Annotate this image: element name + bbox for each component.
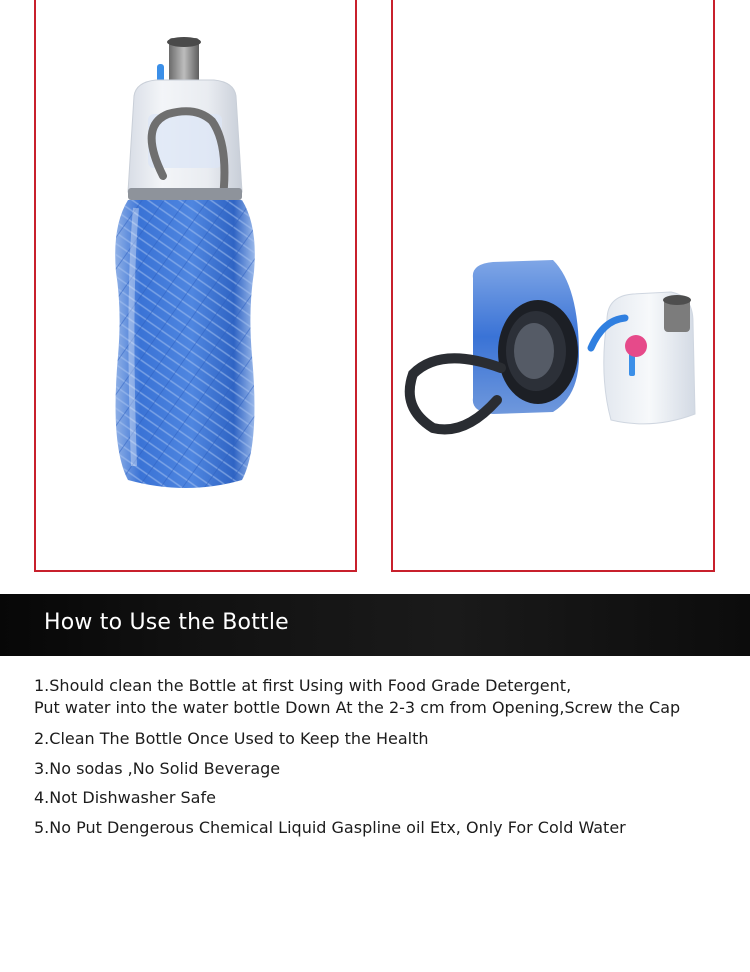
instruction-line: 5.No Put Dengerous Chemical Liquid Gaspline oil Etx, Only For Cold Water <box>34 818 626 837</box>
bottle-photo <box>36 0 355 570</box>
bottle-photo-frame-right <box>391 0 715 572</box>
instruction-line: 2.Clean The Bottle Once Used to Keep the Health <box>34 729 429 748</box>
instruction-line: 3.No sodas ,No Solid Beverage <box>34 759 281 778</box>
bottle-photo-frame-left <box>34 0 357 572</box>
section-banner <box>0 594 750 656</box>
instruction-line: 4.Not Dishwasher Safe <box>34 788 216 807</box>
bottle-open-photo <box>393 0 713 570</box>
section-title: How to Use the Bottle <box>44 610 289 635</box>
instruction-line: Put water into the water bottle Down At the 2-3 cm from Opening,Screw the Cap <box>34 698 681 717</box>
instruction-line: 1.Should clean the Bottle at first Using with Food Grade Detergent, <box>34 676 572 695</box>
